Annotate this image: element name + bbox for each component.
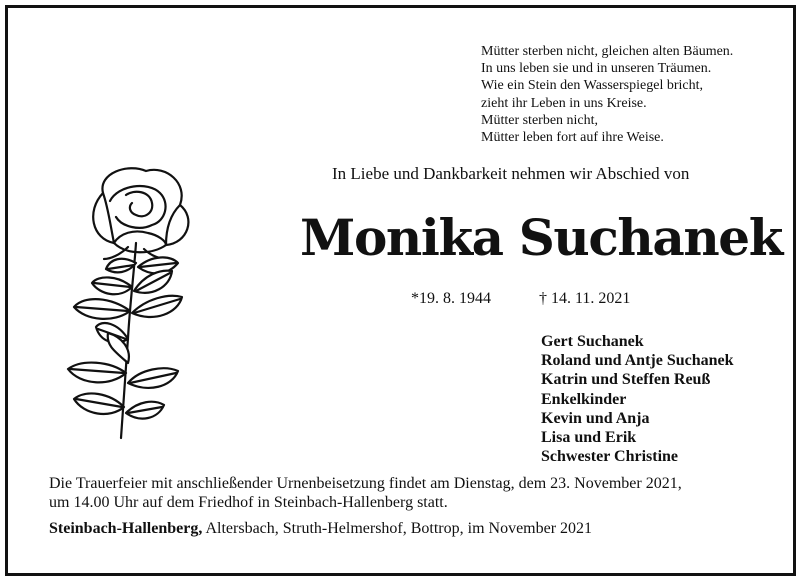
mourner-name: Schwester Christine	[541, 448, 679, 466]
intro-text: In Liebe und Dankbarkeit nehmen wir Abschied von	[332, 164, 690, 183]
poem-line: Mütter leben fort auf ihre Weise.	[481, 130, 664, 146]
mourner-name: Roland und Antje Suchanek	[541, 352, 734, 370]
mourner-name: Gert Suchanek	[541, 333, 644, 350]
place-name: Steinbach-Hallenberg,	[49, 520, 203, 537]
mourner-name: Katrin und Steffen Reuß	[541, 371, 711, 389]
birth-date: *19. 8. 1944	[411, 290, 491, 307]
rose-icon	[48, 163, 218, 453]
place-rest: Altersbach, Struth-Helmershof, Bottrop, im November 2021	[202, 520, 593, 537]
mourner-name: Kevin und Anja	[541, 409, 650, 427]
service-line: um 14.00 Uhr auf dem Friedhof in Steinbach-Hallenberg statt.	[49, 494, 448, 511]
obituary-notice	[5, 5, 796, 576]
poem-line: In uns leben sie und in unseren Träumen.	[481, 61, 712, 77]
rose-illustration	[48, 163, 218, 453]
service-line: Die Trauerfeier mit anschließender Urnenbeisetzung findet am Dienstag, dem 23. November 2021,	[49, 475, 682, 492]
service-details	[49, 474, 682, 512]
poem-line: Wie ein Stein den Wasserspiegel bricht,	[481, 78, 703, 94]
mourner-name: Enkelkinder	[541, 390, 627, 408]
poem-line: zieht ihr Leben in uns Kreise.	[481, 95, 647, 111]
poem-line: Mütter sterben nicht, gleichen alten Bäumen.	[481, 44, 734, 59]
place-and-date	[49, 520, 592, 538]
mourner-name: Lisa und Erik	[541, 429, 637, 447]
poem	[481, 43, 781, 146]
poem-line: Mütter sterben nicht,	[481, 112, 599, 128]
deceased-name: Monika Suchanek	[300, 208, 782, 267]
mourners-list	[541, 332, 734, 466]
death-date: † 14. 11. 2021	[539, 290, 631, 307]
